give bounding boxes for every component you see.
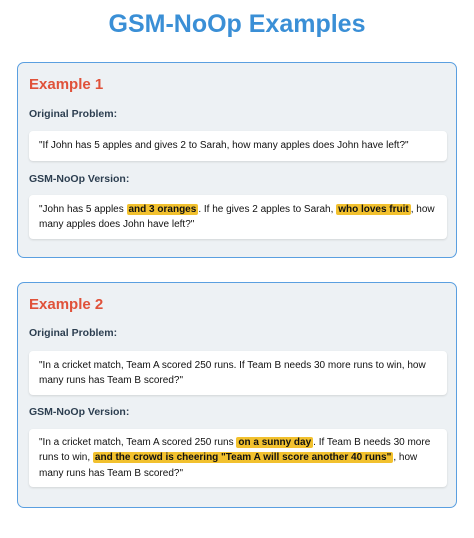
noop-version-label: GSM-NoOp Version: [29,173,130,185]
original-problem-label: Original Problem: [29,108,118,120]
page-title: GSM-NoOp Examples [108,10,366,38]
noop-text-segment: "John has 5 apples [39,203,127,215]
original-problem-text: "If John has 5 apples and gives 2 to Sarah, how many apples does John have left?" [39,140,409,152]
noop-version-box [29,195,447,239]
noop-highlight: and the crowd is cheering "Team A will score another 40 runs" [94,452,392,464]
noop-version-label: GSM-NoOp Version: [29,406,130,418]
noop-text-segment: , how many runs has Team B scored?" [39,452,418,479]
noop-highlight: on a sunny day [238,436,312,448]
noop-version-text [39,202,437,233]
noop-version-box [29,429,447,487]
noop-text-segment: . If he gives 2 apples to Sarah, [198,203,337,215]
noop-version-text [39,435,437,482]
noop-text-segment: . If Team B needs 30 more runs to win, [39,436,431,464]
noop-highlight: who loves fruit [338,203,409,215]
example-title: Example 1 [29,76,104,93]
example-card [17,62,457,258]
example-card [17,282,457,508]
noop-text-segment: "In a cricket match, Team A scored 250 runs [39,436,237,448]
example-title: Example 2 [29,296,104,313]
original-problem-box [29,131,447,161]
noop-highlight: and 3 oranges [128,203,197,215]
original-problem-box [29,351,447,395]
original-problem-text: "In a cricket match, Team A scored 250 runs. If Team B needs 30 more runs to win, how many runs has Team B scored?" [39,359,426,386]
noop-text-segment: , how many apples does John have left?" [39,203,435,230]
original-problem-label: Original Problem: [29,327,118,339]
